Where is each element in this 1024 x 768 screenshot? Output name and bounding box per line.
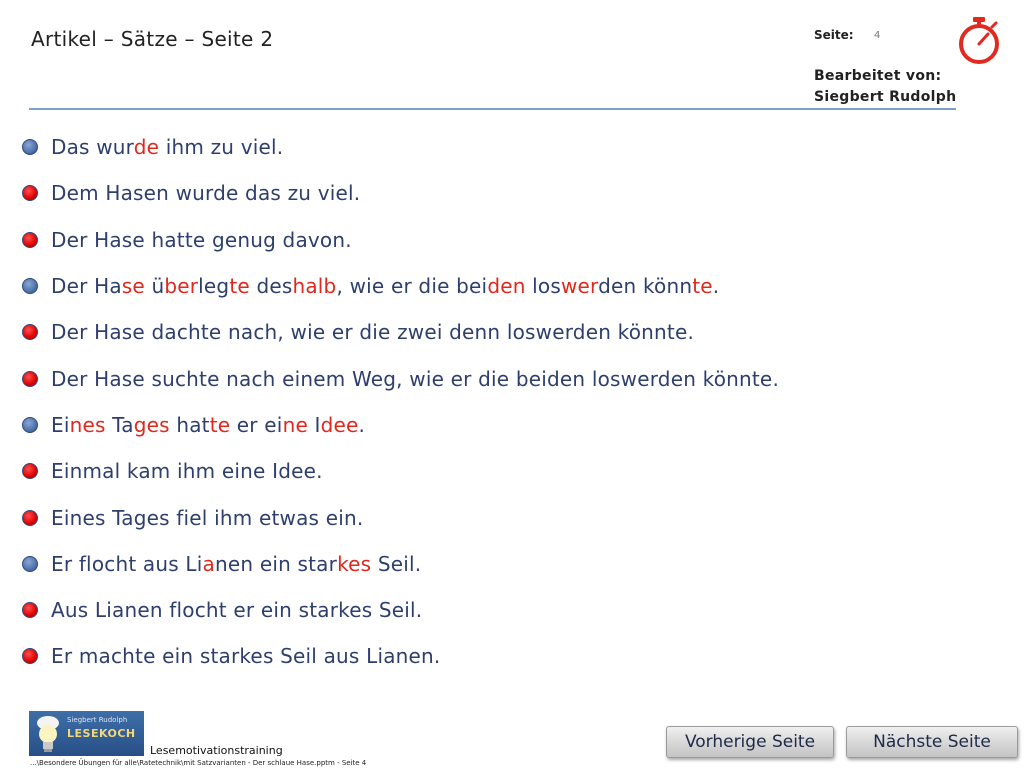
blue-bullet-icon[interactable] — [22, 278, 38, 294]
sentence-segment: los — [525, 274, 561, 299]
sentence-segment: Aus Lianen flocht er ein starkes Seil. — [51, 598, 423, 623]
blue-bullet-icon[interactable] — [22, 417, 38, 433]
file-path: ...\Besondere Übungen für alle\Ratetechnik\mit Satzvarianten - Der schlaue Hase.pptm - Seite 4 — [30, 759, 367, 767]
highlighted-syllable: wer — [560, 274, 599, 299]
sentence-segment: des — [249, 274, 293, 299]
red-bullet-icon[interactable] — [22, 371, 38, 387]
sentence-text — [51, 552, 421, 576]
sentence-text — [51, 135, 283, 159]
editor-label: Bearbeitet von: — [814, 68, 942, 84]
sentence-segment: Der Ha — [51, 274, 122, 299]
sentence-segment: hat — [169, 412, 210, 437]
logo-brand: LESEKOCH — [67, 727, 136, 740]
red-bullet-icon[interactable] — [22, 324, 38, 340]
sentence-segment: Einmal kam ihm eine Idee. — [51, 459, 323, 484]
sentence-item — [22, 448, 779, 494]
highlighted-syllable: halb — [292, 274, 337, 299]
sentence-segment: Der Hase hatte genug davon. — [51, 227, 352, 252]
next-page-button[interactable]: Nächste Seite — [846, 726, 1018, 758]
highlighted-syllable: a — [202, 551, 215, 576]
red-bullet-icon[interactable] — [22, 602, 38, 618]
sentence-segment: den könn — [598, 274, 693, 299]
highlighted-syllable: ne — [282, 412, 308, 437]
page-number: 4 — [874, 30, 881, 41]
page-title: Artikel – Sätze – Seite 2 — [31, 27, 274, 51]
sentence-segment: Er flocht aus Li — [51, 551, 203, 576]
highlighted-syllable: ber — [164, 274, 199, 299]
lightbulb-chef-icon — [33, 714, 63, 754]
highlighted-syllable: de — [133, 135, 160, 160]
sentence-item — [22, 309, 779, 355]
sentence-segment: ihm zu viel. — [159, 135, 284, 160]
sentence-segment: Seil. — [371, 551, 422, 576]
sentence-segment: er ei — [230, 412, 283, 437]
red-bullet-icon[interactable] — [22, 232, 38, 248]
highlighted-syllable: den — [487, 274, 526, 299]
stopwatch-icon[interactable] — [955, 15, 1003, 65]
brand-label: Lesemotivationstraining — [150, 744, 283, 757]
red-bullet-icon[interactable] — [22, 510, 38, 526]
sentence-item — [22, 402, 779, 448]
highlighted-syllable: te — [209, 412, 231, 437]
sentence-text — [51, 181, 360, 205]
sentence-text — [51, 367, 779, 391]
highlighted-syllable: te — [692, 274, 713, 299]
header-divider — [29, 108, 956, 110]
lesekoch-logo — [29, 711, 144, 756]
highlighted-syllable: dee — [320, 412, 359, 437]
highlighted-syllable: te — [229, 274, 250, 299]
sentence-item — [22, 587, 779, 633]
sentence-text — [51, 506, 363, 530]
sentence-segment: ü — [144, 274, 165, 299]
sentence-text — [51, 598, 422, 622]
highlighted-syllable: kes — [337, 551, 372, 576]
previous-page-button[interactable]: Vorherige Seite — [666, 726, 834, 758]
sentence-item — [22, 355, 779, 401]
sentence-segment: leg — [198, 274, 230, 299]
sentence-segment: Der Hase suchte nach einem Weg, wie er die beiden loswerden könnte. — [51, 366, 779, 391]
sentence-segment: Das wur — [51, 135, 134, 160]
page-number-label: Seite: — [814, 28, 854, 42]
sentence-segment: . — [358, 412, 366, 437]
sentence-item — [22, 124, 779, 170]
sentence-segment: Der Hase dachte nach, wie er die zwei denn loswerden könnte. — [51, 320, 695, 345]
sentence-segment: nen ein star — [215, 551, 338, 576]
editor-credit — [814, 66, 956, 108]
sentence-segment: I — [307, 412, 321, 437]
sentence-item — [22, 263, 779, 309]
sentence-segment: Dem Hasen wurde das zu viel. — [51, 181, 361, 206]
blue-bullet-icon[interactable] — [22, 556, 38, 572]
highlighted-syllable: ges — [133, 412, 170, 437]
editor-name: Siegbert Rudolph — [814, 89, 957, 105]
red-bullet-icon[interactable] — [22, 463, 38, 479]
logo-author: Siegbert Rudolph — [67, 716, 128, 724]
sentence-segment: Er machte ein starkes Seil aus Lianen. — [51, 644, 441, 669]
red-bullet-icon[interactable] — [22, 185, 38, 201]
sentence-segment: , wie er die bei — [336, 274, 488, 299]
sentence-item — [22, 633, 779, 679]
sentence-segment: Ei — [51, 412, 70, 437]
sentence-text — [51, 320, 694, 344]
sentence-text — [51, 274, 719, 298]
blue-bullet-icon[interactable] — [22, 139, 38, 155]
sentence-segment: . — [712, 274, 720, 299]
sentence-text — [51, 644, 440, 668]
sentence-text — [51, 459, 323, 483]
highlighted-syllable: se — [121, 274, 145, 299]
sentence-text — [51, 228, 352, 252]
sentence-item — [22, 541, 779, 587]
highlighted-syllable: nes — [69, 412, 106, 437]
sentence-text — [51, 413, 365, 437]
red-bullet-icon[interactable] — [22, 648, 38, 664]
sentence-item — [22, 217, 779, 263]
sentence-item — [22, 170, 779, 216]
sentence-segment: Ta — [105, 412, 134, 437]
sentence-item — [22, 494, 779, 540]
sentence-list — [22, 124, 779, 680]
sentence-segment: Eines Tages fiel ihm etwas ein. — [51, 505, 364, 530]
